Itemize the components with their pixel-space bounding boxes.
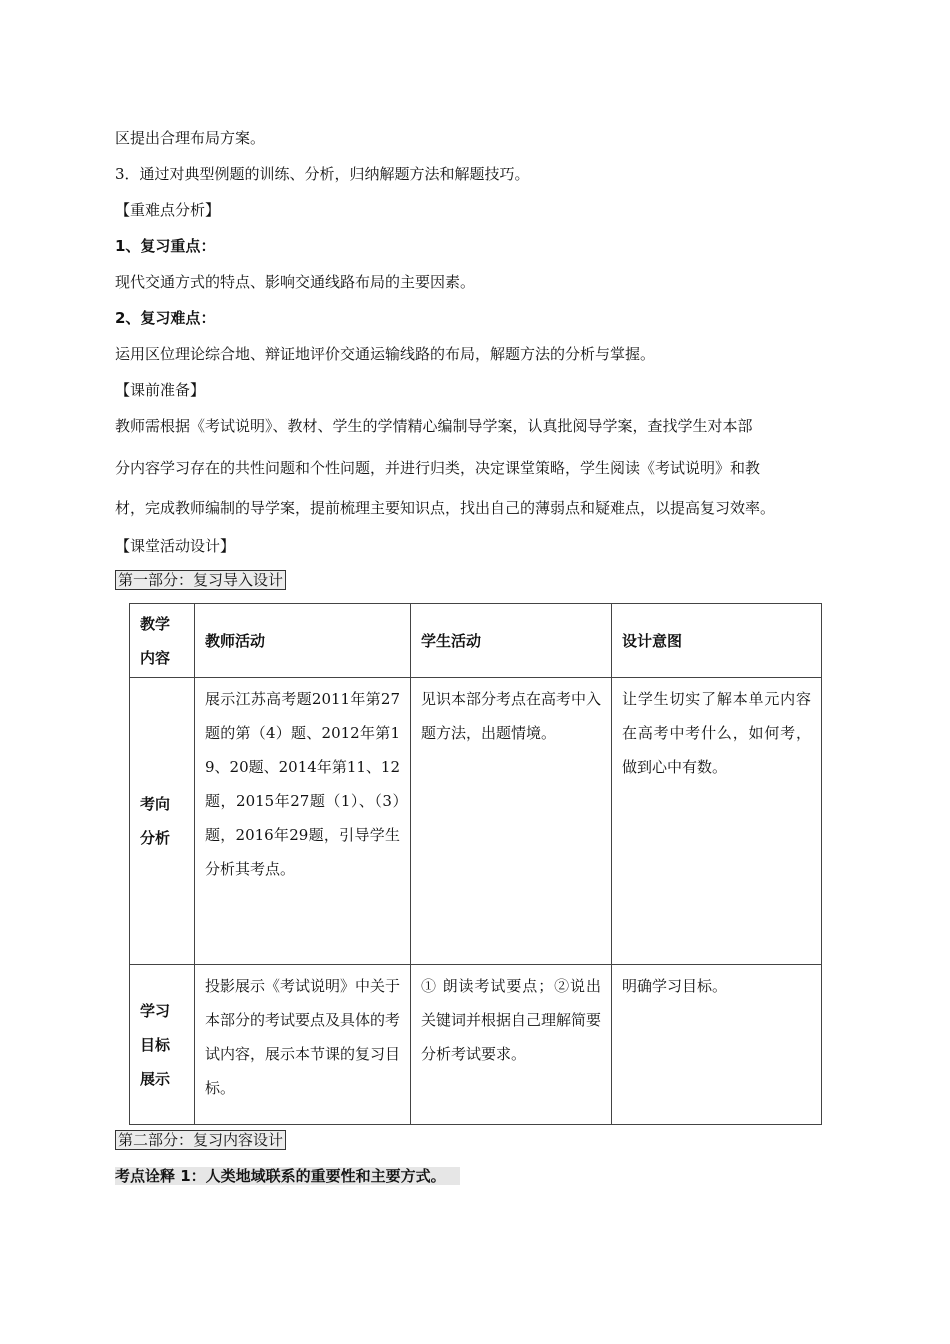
part-two-heading xyxy=(115,1130,286,1150)
cell-student-activity: 见识本部分考点在高考中入题方法，出题情境。 xyxy=(411,678,612,965)
text-line-prep-1: 教师需根据《考试说明》、教材、学生的学情精心编制导学案，认真批阅导学案，查找学生对本部 xyxy=(115,417,753,435)
text-line-prep-3: 材，完成教师编制的导学案，提前梳理主要知识点，找出自己的薄弱点和疑难点，以提高复习效率。 xyxy=(115,499,776,517)
header-design-intent: 设计意图 xyxy=(612,604,822,678)
part-two-label: 第二部分：复习内容设计 xyxy=(115,1130,286,1150)
row-label-exam-analysis: 考向分析 xyxy=(130,678,195,965)
part-one-label: 第一部分：复习导入设计 xyxy=(115,570,286,590)
text-line-prep-2: 分内容学习存在的共性问题和个性问题，并进行归类，决定课堂策略，学生阅读《考试说明》和教 xyxy=(115,459,761,477)
header-student-activity: 学生活动 xyxy=(411,604,612,678)
exam-point-label: 考点诠释 1：人类地域联系的重要性和主要方式。 xyxy=(115,1167,460,1185)
table-row xyxy=(130,965,822,1125)
cell-design-intent: 明确学习目标。 xyxy=(612,965,822,1125)
text-line-1: 区提出合理布局方案。 xyxy=(115,129,266,147)
text-line-2: 3．通过对典型例题的训练、分析，归纳解题方法和解题技巧。 xyxy=(115,165,530,183)
table-row xyxy=(130,678,822,965)
section-heading-key-points: 【重难点分析】 xyxy=(115,201,221,219)
section-heading-activity-design: 【课堂活动设计】 xyxy=(115,537,236,555)
cell-design-intent: 让学生切实了解本单元内容在高考中考什么，如何考，做到心中有数。 xyxy=(612,678,822,965)
section-heading-preparation: 【课前准备】 xyxy=(115,381,206,399)
exam-point-heading xyxy=(115,1166,460,1186)
text-line-review-focus: 现代交通方式的特点、影响交通线路布局的主要因素。 xyxy=(115,273,476,291)
subheading-review-difficulty: 2、复习难点： xyxy=(115,309,216,327)
subheading-review-focus: 1、复习重点： xyxy=(115,237,216,255)
cell-teacher-activity: 投影展示《考试说明》中关于本部分的考试要点及具体的考试内容，展示本节课的复习目标。 xyxy=(195,965,411,1125)
header-teaching-content: 教学内容 xyxy=(130,604,195,678)
part-one-heading xyxy=(115,570,286,590)
header-teacher-activity: 教师活动 xyxy=(195,604,411,678)
text-line-review-difficulty: 运用区位理论综合地、辩证地评价交通运输线路的布局，解题方法的分析与掌握。 xyxy=(115,345,656,363)
row-label-learning-goals: 学习目标展示 xyxy=(130,965,195,1125)
cell-teacher-activity: 展示江苏高考题2011年第27题的第（4）题、2012年第19、20题、2014年第11、12题，2015年27题（1）、（3）题，2016年29题，引导学生分析其考点。 xyxy=(195,678,411,965)
table-header-row xyxy=(130,604,822,678)
cell-student-activity: ① 朗读考试要点；②说出关键词并根据自己理解简要分析考试要求。 xyxy=(411,965,612,1125)
activity-table xyxy=(129,603,822,1125)
